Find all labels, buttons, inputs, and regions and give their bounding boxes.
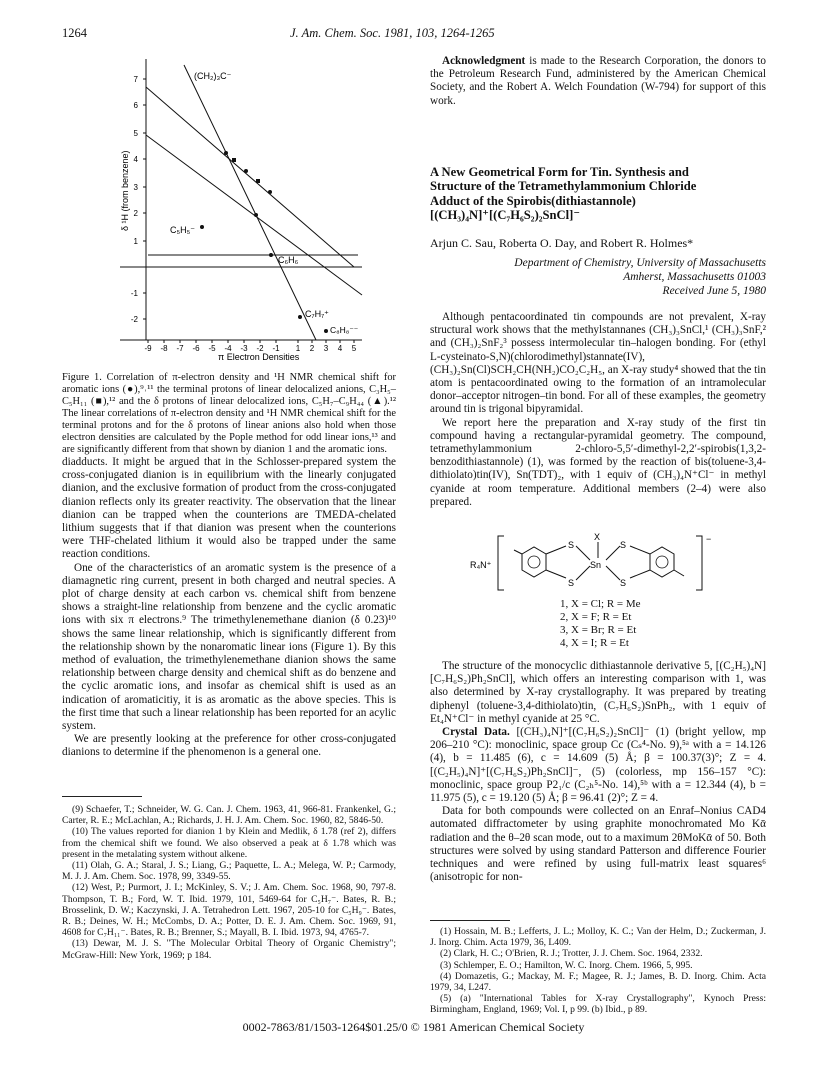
acknowledgment-text: is made to the Research Corporation, the donors to the Petroleum Research Fund, administered by the American Chemical Society, and the Robert A. Welch Foundation (W-794) for support of this work. bbox=[430, 55, 766, 107]
label-c6h6: C₆H₆ bbox=[278, 255, 299, 265]
data-point bbox=[256, 179, 260, 183]
paragraph: We report here the preparation and X-ray study of the first tin compound having a rectangular-pyramidal geometry. The compound, tetramethylammonium 2-chloro-5,5′-dimethyl-2,2′-spirobis(1,3,2-benzodithiastannole) (1), was formed by the reaction of bis(toluene-3,4-dithiolato)tin(IV), Sn(TDT)₂, with 1 equiv of (CH₃)₄N⁺Cl⁻ in methyl cyanide at room temperature. Additional members (2–4) were also prepared. bbox=[430, 416, 766, 508]
crystal-text: [(CH₃)₄N]⁺[(C₇H₆S₂)₂SnCl]⁻ (1) (bright yellow, mp 206–210 °C): monoclinic, space group Cc (Cₛ⁴-No. 9),⁵ᵃ with a = 14.126 (4), b = 11.485 (6), c = 14.609 (5) Å; β = 100.37(3)°; Z = 4. [(C₂H₅)₄N]⁺[(C₇H₆S₂)Ph₂SnCl]⁻, (5) (colorless, mp 156–157 °C): monoclinic, space group P2₁/c (C₂ₕ⁵-No. 14),⁵ᵇ with a = 12.344 (4), b = 11.975 (5), c = 19.120 (5) Å; β = 96.41 (2)°; Z = 4. bbox=[430, 726, 766, 805]
x-tick-label: 5 bbox=[351, 344, 357, 353]
x-tick-label: -3 bbox=[240, 344, 248, 353]
x-tick-label: 3 bbox=[323, 344, 329, 353]
acknowledgment bbox=[430, 55, 766, 108]
paragraph: One of the characteristics of an aromatic system is the presence of a diamagnetic ring current, present in both charged and neutral species. A plot of charge density at each carbon vs. chemical shift from benzene shows a straight-line relationship from benzene and the cyclic aromatic ions with six π electrons.⁹ The trimethylenemethane dianion (δ 0.23)¹⁰ shows the same linear relationship, which is significantly different from the relationship shown by the nonaromatic linear ions (Figure 1). By this method of evaluation, the trimethylenemethane dianion shows the same relationship between charge density and chemical shift as do benzene and the cyclic aromatic ions, and insofar as chemical shift is used as an indication of aromaticitiy, it is as aromatic as the above species. This is the first time that such a linear relationship has been reported for an acylic system. bbox=[62, 561, 396, 733]
footnote-rule bbox=[62, 796, 142, 797]
label-x: X bbox=[594, 532, 601, 542]
bracket-right bbox=[696, 536, 702, 590]
label-r4n: R₄N⁺ bbox=[470, 560, 492, 570]
footnote: (12) West, P.; Purmort, J. I.; McKinley, S. V.; J. Am. Chem. Soc. 1968, 90, 797-8. Thompson, T. B.; Ford, W. T. Ibid. 1979, 101, 5469-64 for C₅H₇⁻. Bates, R. B.; Brosselink, D. W.; Kaczynski, J. A. Tetrahedron Lett. 1967, 205-10 for C₅H₉⁻. Bates, R. B.; Deines, W. H.; McCombs, D. A.; Potter, D. E. J. Am. Chem. Soc. 1969, 91, 4608 for C₇H₁₁⁻. Bates, R. B.; Brenner, S.; Mayall, B. I. Ibid. 1973, 94, 4765-7. bbox=[62, 882, 396, 939]
x-tick-label: -1 bbox=[272, 344, 280, 353]
x-axis-label: π Electron Densities bbox=[218, 352, 300, 362]
paragraph: We are presently looking at the preference for other cross-conjugated dianions to determine if the phenomenon is a general one. bbox=[62, 733, 396, 759]
x-tick-label: 2 bbox=[309, 344, 315, 353]
article-affiliation bbox=[430, 256, 766, 298]
title-line: Structure of the Tetramethylammonium Chloride bbox=[430, 179, 697, 194]
footnote: (10) The values reported for dianion 1 by Klein and Medlik, δ 1.78 (ref 2), differs from the chemical shift we found. We also observed a peak at δ 1.78 which was present in the metalating system without alkene. bbox=[62, 826, 396, 860]
footnote: (1) Hossain, M. B.; Lefferts, J. L.; Molloy, K. C.; Van der Helm, D.; Zuckerman, J. J. Inorg. Chim. Acta 1979, 36, L409. bbox=[430, 926, 766, 949]
compound-entry: 4, X = I; R = Et bbox=[560, 637, 629, 649]
line-dianion bbox=[184, 65, 316, 340]
svg-text:−: − bbox=[706, 534, 712, 544]
data-point bbox=[224, 151, 228, 155]
article-authors: Arjun C. Sau, Roberta O. Day, and Robert R. Holmes* bbox=[430, 236, 694, 250]
article-intro bbox=[430, 311, 766, 509]
y-tick-label: 5 bbox=[133, 129, 138, 138]
footnote: (11) Olah, G. A.; Staral, J. S.; Liang, G.; Paquette, L. A.; Melega, W. P.; Carmody, M. J. J. Am. Chem. Soc. 1978, 99, 3349-55. bbox=[62, 860, 396, 883]
label-sn: Sn bbox=[590, 560, 602, 570]
x-tick-label: -9 bbox=[144, 344, 152, 353]
y-tick-label: 4 bbox=[133, 155, 138, 164]
title-line: [(CH₃)₄N]⁺[(C₇H₆S₂)₂SnCl]⁻ bbox=[430, 208, 580, 223]
x-tick-label: -7 bbox=[176, 344, 184, 353]
footnote: (2) Clark, H. C.; O'Brien, R. J.; Trotter, J. J. Chem. Soc. 1964, 2332. bbox=[440, 948, 703, 960]
spirobis-structure bbox=[470, 532, 730, 594]
y-axis-label: δ ¹H (from benzene) bbox=[120, 150, 130, 231]
data-point bbox=[232, 158, 236, 162]
article-body-2 bbox=[430, 660, 766, 884]
label-s: S bbox=[620, 578, 627, 588]
left-column-body bbox=[62, 456, 396, 760]
y-tick-label: 6 bbox=[133, 101, 138, 110]
acknowledgment-heading: Acknowledgment bbox=[442, 55, 526, 67]
title-line: Adduct of the Spirobis(dithiastannole) bbox=[430, 193, 636, 208]
label-s: S bbox=[568, 540, 575, 550]
x-tick-label: 1 bbox=[295, 344, 301, 353]
benzene-ring-right bbox=[650, 547, 674, 577]
y-tick-label: 2 bbox=[133, 209, 138, 218]
y-tick-label: 7 bbox=[133, 75, 138, 84]
y-tick-label: 3 bbox=[133, 183, 138, 192]
compound-list bbox=[560, 598, 641, 650]
figure-caption: Figure 1. Correlation of π-electron density and ¹H NMR chemical shift for aromatic ions (●),⁹˒¹¹ the terminal protons of linear delocalized anions, C₃H₅–C₅H₁₁ (■),¹² and the δ protons of linear delocalized ions, C₅H₇–C₉H₄₄ (▲).¹² The linear correlations of π-electron density and ¹H NMR chemical shift for the terminal protons and for the δ protons of linear anions also hold when those electron densities are calculated by the Pople method for odd linear ions,¹³ and are significantly different from that shown by dianion 1 and the aromatic ions. bbox=[62, 372, 396, 455]
label-s: S bbox=[620, 540, 627, 550]
bracket-left bbox=[498, 536, 504, 590]
page-footer: 0002-7863/81/1503-1264$01.25/0 © 1981 American Chemical Society bbox=[242, 1020, 585, 1034]
paragraph: Data for both compounds were collected on an Enraf–Nonius CAD4 automated diffractometer by using graphite monochromated Mo Kᾱ radiation and the θ–2θ scan mode, out to a maximum 2θMoKᾱ of 50. Both structures were solved by using standard Patterson and difference Fourier techniques and were refined by using full-matrix least squares⁶ (anisotropic for non- bbox=[430, 805, 766, 884]
received-date: Received June 5, 1980 bbox=[662, 285, 766, 297]
y-tick-label: 1 bbox=[133, 237, 138, 246]
paragraph: diadducts. It might be argued that in the Schlosser-prepared system the cross-conjugated dianion is in equilibrium with the linearly conjugated dianion, and the exclusive formation of product from the cross-conjugated dianion reflects only its greater reactivity. The observation that the linear dianion can be trapped when the counterions are TMEDA-chelated lithium suggests that if that dianion was present when the counterions were THF-chelated lithium it would also be trapped under the same reaction conditions. bbox=[62, 456, 396, 561]
paragraph: The structure of the monocyclic dithiastannole derivative 5, [(C₂H₅)₄N][C₇H₆S₂)Ph₂SnCl], which offers an interesting comparison with 1, was also determined by X-ray crystallography. It was prepared by treating diphenyl (toluene-3,4-dithiolato)tin, (C₇H₆S₂)SnPh₂, with 1 equiv of Et₄N⁺Cl⁻ in methyl cyanide at 25 °C. bbox=[430, 660, 766, 725]
x-tick-label: -4 bbox=[224, 344, 232, 353]
y-tick-label: -2 bbox=[130, 315, 138, 324]
data-point-c6h6 bbox=[269, 253, 273, 257]
figure-1-plot bbox=[108, 55, 370, 365]
label-c8h8: C₈H₈⁻⁻ bbox=[330, 325, 359, 335]
crystal-heading: Crystal Data. bbox=[442, 726, 510, 739]
data-point-c7h7 bbox=[298, 315, 302, 319]
affiliation-line: Department of Chemistry, University of Massachusetts bbox=[514, 257, 766, 269]
x-tick-label: -2 bbox=[256, 344, 264, 353]
x-tick-label: -5 bbox=[208, 344, 216, 353]
compound-entry: 1, X = Cl; R = Me bbox=[560, 598, 641, 610]
label-s: S bbox=[568, 578, 575, 588]
footnote: (13) Dewar, M. J. S. "The Molecular Orbital Theory of Organic Chemistry"; McGraw-Hill: New York, 1969; p 184. bbox=[62, 938, 396, 961]
title-line: A New Geometrical Form for Tin. Synthesis and bbox=[430, 165, 689, 179]
page-number: 1264 bbox=[62, 26, 87, 40]
data-point bbox=[268, 190, 272, 194]
label-c5h5: C₅H₅⁻ bbox=[170, 225, 196, 235]
x-tick-label: -8 bbox=[160, 344, 168, 353]
line-linear-terminal bbox=[146, 87, 354, 267]
article-title bbox=[430, 165, 766, 223]
footnote-rule bbox=[430, 920, 510, 921]
compound-entry: 3, X = Br; R = Et bbox=[560, 624, 637, 636]
benzene-ring-left bbox=[522, 547, 546, 577]
data-point-c8h8 bbox=[324, 329, 328, 333]
footnote: (4) Domazetis, G.; Mackay, M. F.; Magee, R. J.; James, B. D. Inorg. Chim. Acta 1979, 34, L247. bbox=[430, 970, 766, 994]
paragraph: Although pentacoordinated tin compounds are not prevalent, X-ray structural work shows that the methylstannanes (CH₃)₃SnCl,¹ (CH₃)₃SnF,² and (CH₃)₂SnF₂³ possess intermolecular tin–halogen bonding. For (ethyl L-cysteinato-S,N)(chlorodimethyl)stannate(IV), (CH₃)₂Sn(Cl)SCH₂CH(NH₂)CO₂C₂H₅, an X-ray study⁴ showed that the tin atom is pentacoordinated owing to the formation of an intramolecular donor–acceptor nitrogen–tin bond. For all of these examples, the geometry around tin is trigonal bipyramidal. bbox=[430, 311, 766, 416]
left-footnotes bbox=[62, 804, 396, 961]
compound-entry: 2, X = F; R = Et bbox=[560, 611, 632, 623]
data-point-c5h5 bbox=[200, 225, 204, 229]
x-tick-label: -6 bbox=[192, 344, 200, 353]
running-header: J. Am. Chem. Soc. 1981, 103, 1264-1265 bbox=[290, 26, 495, 40]
label-cn3: (CH₂)₃C⁻ bbox=[194, 71, 232, 81]
data-point bbox=[244, 169, 248, 173]
data-point bbox=[254, 213, 258, 217]
right-footnotes bbox=[430, 926, 766, 1016]
affiliation-line: Amherst, Massachusetts 01003 bbox=[623, 271, 766, 283]
footnote: (9) Schaefer, T.; Schneider, W. G. Can. J. Chem. 1963, 41, 966-81. Frankenkel, G.; Carter, R. E.; McLachlan, A.; Richards, J. H. J. Am. Chem. Soc. 1960, 82, 5846-50. bbox=[62, 804, 396, 827]
label-c7h7: C₇H₇⁺ bbox=[305, 309, 329, 319]
x-tick-label: 4 bbox=[337, 344, 343, 353]
footnote: (5) (a) "International Tables for X-ray Crystallography", Kynoch Press: Birmingham, England, 1969; Vol. I, p 99. (b) Ibid., p 89. bbox=[430, 993, 766, 1016]
footnote: (3) Schlemper, E. O.; Hamilton, W. C. Inorg. Chem. 1966, 5, 995. bbox=[440, 959, 693, 971]
y-tick-label: -1 bbox=[130, 289, 138, 298]
